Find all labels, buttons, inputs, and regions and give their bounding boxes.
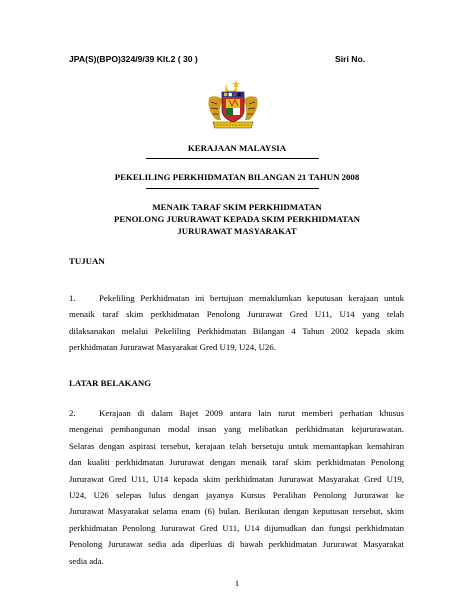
divider-line [146,158,319,159]
section-heading: TUJUAN [69,256,105,266]
divider-line [146,188,319,189]
paragraph-line: perkhidmatan Penolong Jururawat Gred U11, U14 dijumudkan dan fungsi perkhidmatan [69,522,404,533]
paragraph-line: Pekeliling Perkhidmatan ini bertujuan memaklumkan keputusan kerajaan untuk [99,293,404,303]
paragraph-number: 2. [69,408,76,418]
paragraph-1 [69,290,404,356]
paragraph-line: perkhidmatan Jururawat Masyarakat Gred U19, U24, U26. [69,342,276,353]
paragraph-line: Penolong Jururawat sedia ada diperluas di bawah perkhidmatan Jururawat Masyarakat [69,539,404,550]
paragraph-line: Kerajaan di dalam Bajet 2009 antara lain turut memberi perhatian khusus [99,408,404,418]
issuer-name: KERAJAAN MALAYSIA [187,143,287,153]
subject-line: JURURAWAT MASYARAKAT [177,226,297,236]
paragraph-line: sedia ada. [69,555,104,566]
page-number: 1 [234,578,240,588]
subject-line: MENAIK TARAF SKIM PERKHIDMATAN [152,202,322,212]
paragraph-number: 1. [69,293,76,303]
paragraph-line: menaik taraf skim perkhidmatan Penolong Jururawat Gred U11, U14 yang telah [69,309,404,320]
paragraph-line: Jururawat Gred U11, U14 kepada skim perkhidmatan Jururawat Masyarakat Gred U19, [69,473,404,484]
serial-number-label: Siri No. [335,54,366,64]
circular-title: PEKELILING PERKHIDMATAN BILANGAN 21 TAHUN 2008 [114,172,360,182]
coat-of-arms-emblem [203,78,263,130]
paragraph-line: U24, U26 selepas lulus dengan jayanya Kursus Peralihan Penolong Jururawat ke [69,490,404,501]
paragraph-line: mengenai pembangunan modal insan yang melibatkan perkhidmatan kejururawatan. [69,424,404,435]
section-heading: LATAR BELAKANG [69,378,152,388]
subject-line: PENOLONG JURURAWAT KEPADA SKIM PERKHIDMATAN [114,214,360,224]
paragraph-line: dilaksanakan melalui Pekeliling Perkhidmatan Bilangan 4 Tahun 2002 kepada skim [69,325,404,336]
paragraph-line: dan kualiti perkhidmatan Jururawat dengan menaik taraf skim perkhidmatan Penolong [69,457,404,468]
paragraph-line: Selaras dengan aspirasi tersebut, kerajaan telah bersetuju untuk memantapkan kemahiran [69,440,404,451]
paragraph-2 [69,405,404,569]
paragraph-line: Jururawat Masyarakat selama enam (6) bulan. Berikutan dengan keputusan tersebut, skim [69,506,404,517]
reference-number: JPA(S)(BPO)324/9/39 Klt.2 ( 30 ) [69,54,198,64]
